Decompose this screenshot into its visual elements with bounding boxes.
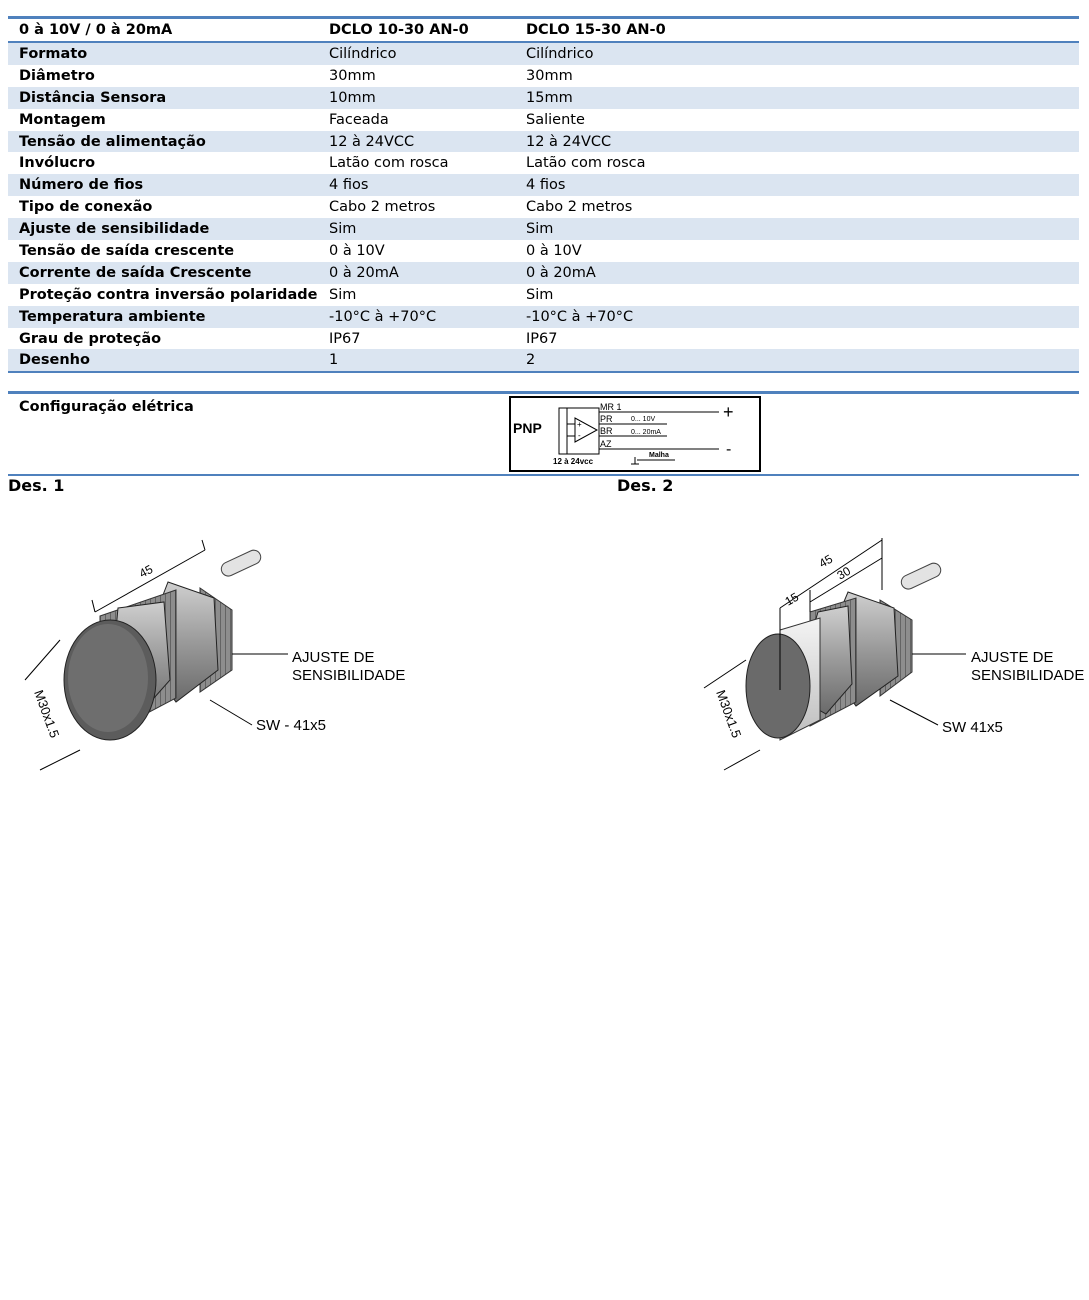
row-label: Invólucro [19,155,96,172]
table-row [8,306,1079,328]
row-value-1: -10°C à +70°C [329,308,437,325]
row-value-2: Sim [526,221,554,238]
row-value-2: IP67 [526,330,558,347]
row-value-1: Sim [329,221,357,238]
row-label: Montagem [19,111,106,128]
adjust-label-line1: AJUSTE DE [971,649,1054,666]
header-cell-model-1: DCLO 10-30 AN-0 [329,22,469,38]
amp-plus: + [577,420,582,429]
row-label: Tensão de alimentação [19,133,206,150]
row-value-2: Latão com rosca [526,155,646,172]
dim-length: 45 [136,562,156,581]
table-row [8,262,1079,284]
wiring-schematic [509,396,761,472]
row-label: Tipo de conexão [19,199,153,216]
table-row [8,174,1079,196]
table-row [8,240,1079,262]
row-label: Ajuste de sensibilidade [19,221,210,238]
minus-terminal: - [726,441,732,458]
table-row [8,65,1079,87]
drawing-1-sensor [0,520,420,780]
schematic-svg [511,398,759,470]
row-value-1: 0 à 20mA [329,264,399,281]
row-value-2: -10°C à +70°C [526,308,634,325]
wrench-size: SW 41x5 [942,719,1003,736]
dim-length: 45 [816,551,836,571]
wire-mr1: MR 1 [600,402,622,412]
row-value-1: 10mm [329,89,376,106]
drawing-2-sensor [680,520,1089,780]
wire-pr: PR [600,414,613,424]
row-label: Diâmetro [19,67,95,84]
table-row [8,109,1079,131]
row-value-1: 30mm [329,67,376,84]
table-row [8,349,1079,373]
row-value-2: 2 [526,352,536,369]
row-value-2: Cilíndrico [526,45,594,62]
row-value-2: 30mm [526,67,573,84]
row-value-1: IP67 [329,330,361,347]
wrench-size: SW - 41x5 [256,717,327,734]
table-row [8,87,1079,109]
table-row [8,131,1079,153]
row-label: Distância Sensora [19,89,167,106]
header-cell-model-2: DCLO 15-30 AN-0 [526,22,666,38]
row-value-2: Saliente [526,111,585,128]
drawing-1-title: Des. 1 [8,476,65,495]
row-value-1: Faceada [329,111,389,128]
plus-terminal: + [723,402,734,422]
pnp-label: PNP [513,420,542,436]
wire-az: AZ [600,439,612,449]
table-header-row [8,19,1079,43]
dim-body: 30 [834,563,854,583]
header-cell-range: 0 à 10V / 0 à 20mA [19,22,173,38]
row-value-1: 12 à 24VCC [329,133,415,150]
row-label: Grau de proteção [19,330,162,347]
sensor-face [746,634,810,738]
row-value-1: Cabo 2 metros [329,199,436,216]
supply-label: 12 à 24vcc [553,457,594,466]
table-row [8,284,1079,306]
row-value-2: 15mm [526,89,573,106]
row-label: Proteção contra inversão polaridade [19,286,318,303]
row-label: Formato [19,45,88,62]
table-row [8,218,1079,240]
table-row [8,196,1079,218]
table-row [8,328,1079,350]
row-value-2: Sim [526,286,554,303]
adjust-label-line2: SENSIBILIDADE [292,667,406,684]
row-value-2: 12 à 24VCC [526,133,612,150]
wire-br: BR [600,426,613,436]
dim-protrusion: 15 [782,589,802,609]
row-value-1: 4 fios [329,177,369,194]
row-value-2: 0 à 10V [526,242,582,259]
thread-label: M30x1.5 [31,687,63,740]
row-label: Corrente de saída Crescente [19,264,252,281]
row-value-1: 1 [329,352,339,369]
row-label: Tensão de saída crescente [19,242,235,259]
amp-minus: - [578,431,581,440]
row-label: Desenho [19,352,90,369]
table-row [8,152,1079,174]
range-current: 0... 20mA [631,429,661,436]
adjust-label-line2: SENSIBILIDADE [971,667,1085,684]
row-label: Número de fios [19,177,144,194]
adjust-label-line1: AJUSTE DE [292,649,375,666]
electrical-config-section [8,391,1079,476]
row-label: Temperatura ambiente [19,308,206,325]
shield-label: Malha [649,452,669,459]
row-value-1: Cilíndrico [329,45,397,62]
table-row [8,43,1079,65]
row-value-1: 0 à 10V [329,242,385,259]
drawing-2-title: Des. 2 [617,476,674,495]
row-value-1: Sim [329,286,357,303]
row-value-2: 4 fios [526,177,566,194]
row-value-2: 0 à 20mA [526,264,596,281]
range-voltage: 0... 10V [631,416,656,423]
config-label: Configuração elétrica [19,399,194,415]
thread-label: M30x1.5 [713,687,745,740]
row-value-2: Cabo 2 metros [526,199,633,216]
row-value-1: Latão com rosca [329,155,449,172]
spec-table [8,16,1079,373]
